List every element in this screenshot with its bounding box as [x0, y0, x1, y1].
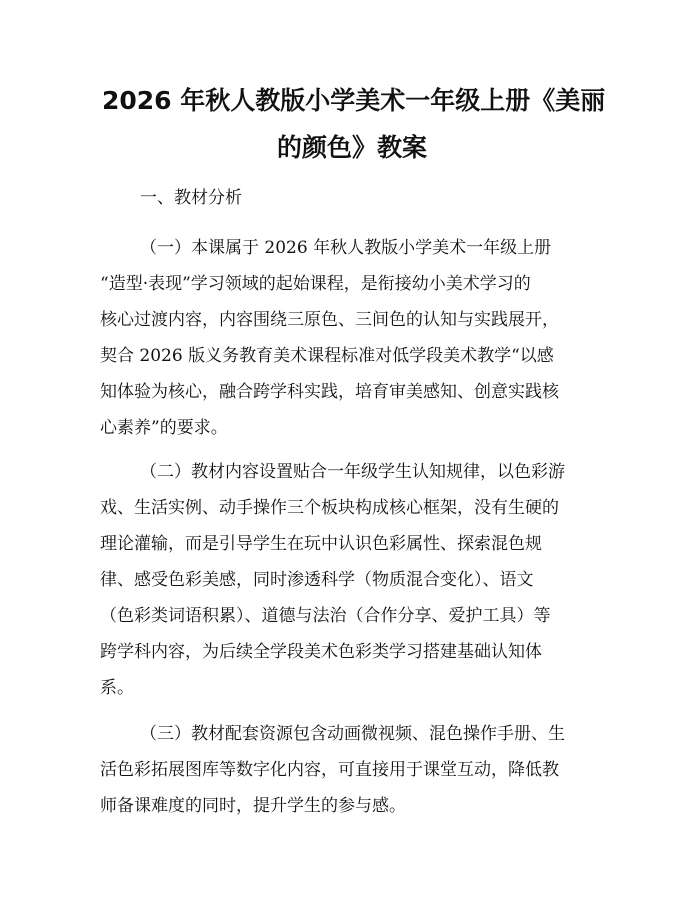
paragraph-line: 理论灌输，而是引导学生在玩中认识色彩属性、探索混色规 — [100, 534, 542, 554]
paragraph-line: 系。 — [100, 678, 134, 698]
paragraph-line: 核心过渡内容，内容围绕三原色、三间色的认知与实践展开， — [100, 310, 559, 330]
paragraph-line: （二）教材内容设置贴合一年级学生认知规律，以色彩游 — [140, 462, 565, 482]
paragraph-line: 活色彩拓展图库等数字化内容，可直接用于课堂互动，降低教 — [100, 760, 559, 780]
paragraph-line: 跨学科内容，为后续全学段美术色彩类学习搭建基础认知体 — [100, 642, 542, 662]
paragraph-line: 戏、生活实例、动手操作三个板块构成核心框架，没有生硬的 — [100, 498, 559, 518]
paragraph-line: （一）本课属于 2026 年秋人教版小学美术一年级上册 — [140, 238, 552, 258]
paragraph-line: “造型·表现”学习领域的起始课程，是衔接幼小美术学习的 — [100, 274, 531, 294]
document-title-line-2: 的颜色》教案 — [277, 133, 428, 162]
paragraph-line: 知体验为核心，融合跨学科实践，培育审美感知、创意实践核 — [100, 382, 559, 402]
paragraph-line: 律、感受色彩美感，同时渗透科学（物质混合变化）、语文 — [100, 570, 534, 590]
paragraph-line: 契合 2026 版义务教育美术课程标准对低学段美术教学“以感 — [100, 346, 554, 366]
section-heading: 一、教材分析 — [140, 188, 242, 208]
document-title-line-1: 2026 年秋人教版小学美术一年级上册《美丽 — [102, 86, 606, 115]
paragraph-line: 师备课难度的同时，提升学生的参与感。 — [100, 796, 406, 816]
paragraph-line: （色彩类词语积累）、道德与法治（合作分享、爱护工具）等 — [100, 606, 551, 626]
paragraph-line: （三）教材配套资源包含动画微视频、混色操作手册、生 — [140, 724, 565, 744]
paragraph-line: 心素养”的要求。 — [100, 418, 228, 438]
